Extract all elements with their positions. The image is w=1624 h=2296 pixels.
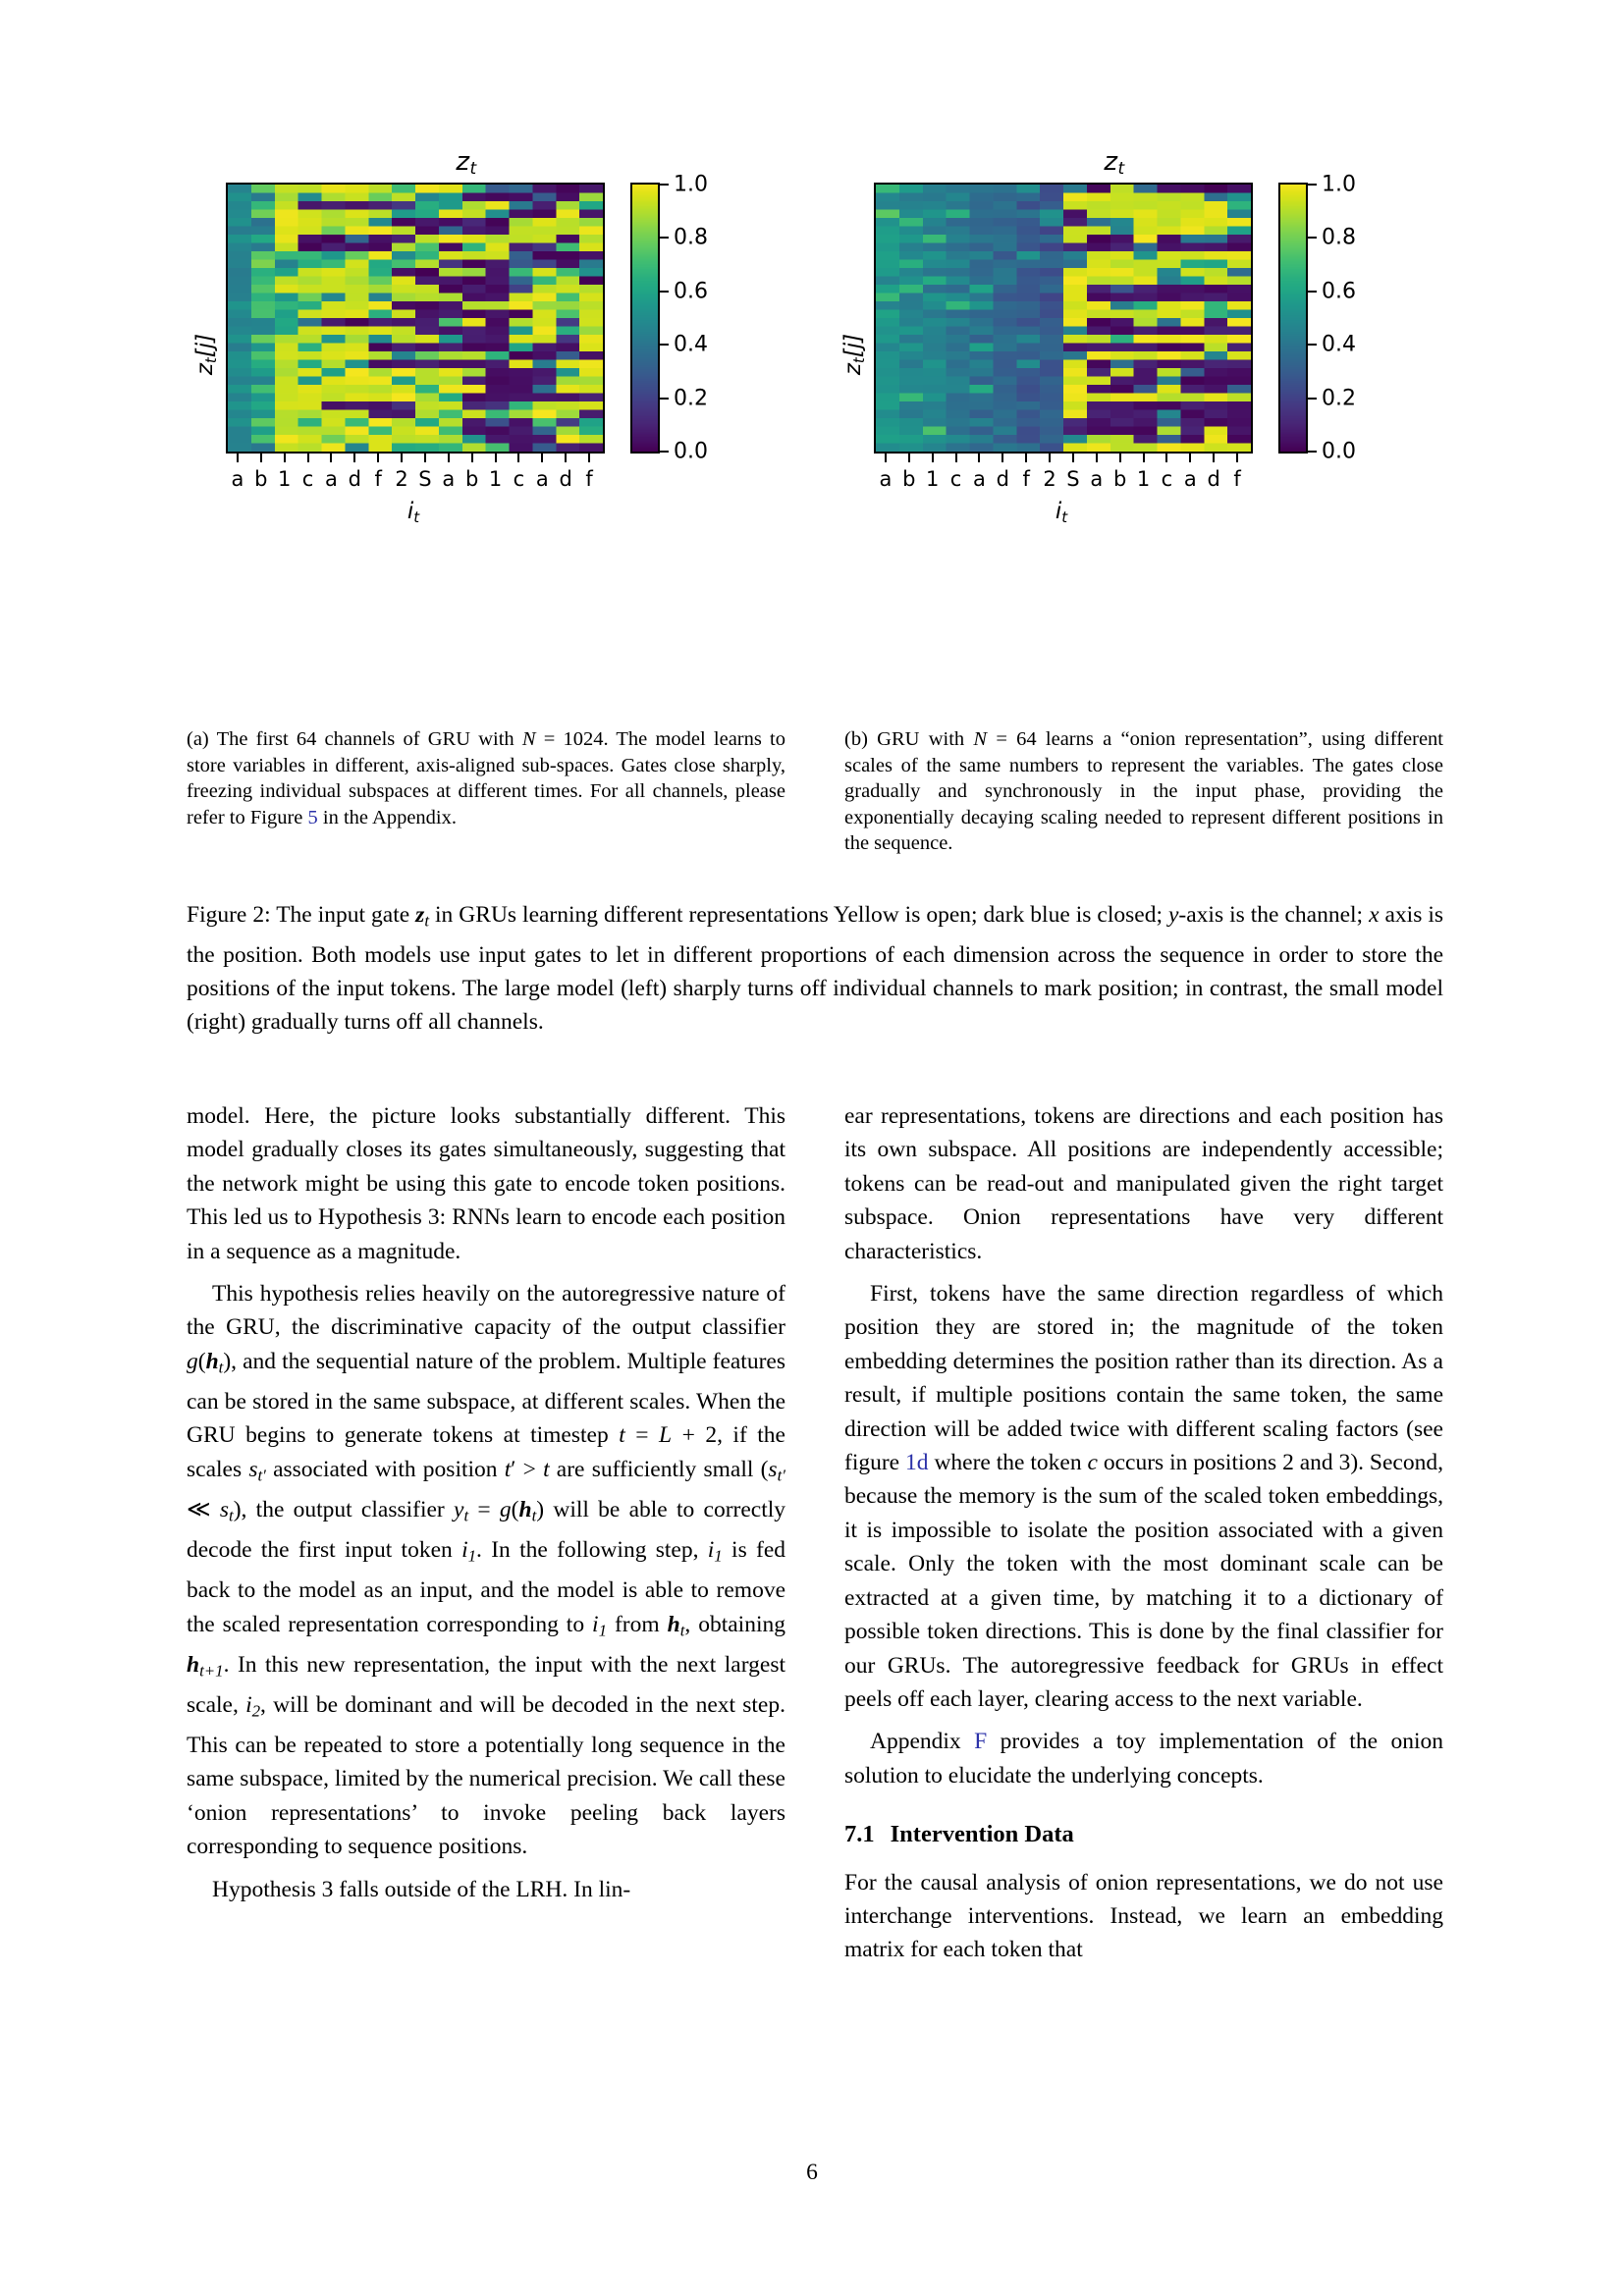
colorbar-tick: [1308, 291, 1317, 293]
x-tick: [955, 454, 957, 462]
figure-2: [187, 147, 1443, 526]
paragraph-left-3: Hypothesis 3 falls outside of the LRH. In lin-: [212, 1876, 631, 1902]
colorbar-tick-label: 0.6: [1322, 279, 1356, 304]
x-tick-label: 1: [278, 467, 292, 491]
x-tick-label: f: [1233, 467, 1241, 491]
x-tick: [1143, 454, 1145, 462]
x-tick-label: a: [1183, 467, 1197, 491]
panel-b-axes: [874, 183, 1253, 526]
colorbar-tick: [1308, 451, 1317, 453]
x-tick-label: f: [1022, 467, 1030, 491]
x-tick-label: a: [973, 467, 986, 491]
x-tick: [978, 454, 980, 462]
x-tick-label: c: [949, 467, 962, 491]
x-tick-label: b: [1113, 467, 1127, 491]
panel-a-xticklabels: [226, 467, 601, 497]
x-tick: [284, 454, 286, 462]
panel-b-heatmap: [874, 183, 1253, 454]
x-tick: [448, 454, 450, 462]
x-tick: [424, 454, 426, 462]
panel-a-colorbar: [630, 183, 660, 454]
x-tick: [517, 454, 519, 462]
panel-a-colorbar-area: [630, 172, 729, 526]
x-tick: [541, 454, 543, 462]
x-tick: [885, 454, 887, 462]
link-appendix-f[interactable]: F: [974, 1729, 988, 1755]
x-tick: [588, 454, 590, 462]
x-tick-label: S: [1066, 467, 1080, 491]
x-tick: [307, 454, 309, 462]
colorbar-tick-label: 0.8: [1322, 225, 1356, 250]
panel-a-xlabel: $i_t$: [406, 499, 420, 526]
x-tick-label: a: [1090, 467, 1104, 491]
x-tick: [1119, 454, 1121, 462]
x-tick: [565, 454, 567, 462]
panel-a-xticks: [226, 454, 601, 467]
body-columns: [187, 1099, 1443, 1967]
colorbar-tick-label: 1.0: [1322, 172, 1356, 197]
x-tick-label: a: [325, 467, 338, 491]
x-tick-label: a: [535, 467, 549, 491]
colorbar-tick: [1308, 398, 1317, 400]
panel-b-ylabel: $z_t[j]$: [840, 333, 868, 376]
colorbar-tick: [660, 237, 669, 239]
colorbar-tick-label: 0.4: [674, 332, 708, 357]
x-tick: [932, 454, 934, 462]
panel-a-colorbar-ticks: [660, 172, 729, 464]
x-tick-label: c: [513, 467, 525, 491]
link-figure-5[interactable]: 5: [307, 806, 318, 828]
figure-panel-a: [187, 147, 795, 526]
x-tick: [1189, 454, 1191, 462]
figure-caption-label: Figure 2:: [187, 902, 271, 928]
panel-b-title: $z_t$: [1104, 147, 1125, 179]
colorbar-tick: [660, 344, 669, 346]
panel-b-colorbar-ticks: [1308, 172, 1377, 464]
section-heading-7-1: [844, 1818, 1443, 1851]
x-tick-label: 1: [926, 467, 940, 491]
colorbar-tick: [1308, 184, 1317, 186]
x-tick: [1096, 454, 1098, 462]
colorbar-tick-label: 1.0: [674, 172, 708, 197]
colorbar-tick-label: 0.0: [674, 439, 708, 464]
x-tick: [237, 454, 239, 462]
x-tick: [471, 454, 473, 462]
colorbar-tick: [660, 184, 669, 186]
subcaption-a: (a) The first 64 channels of GRU with N = 1024. The model learns to store variables in different, axis-aligned sub-spaces. Gates close sharply, freezing individual subspaces at different times. For all channels, please refer to Figure 5 in the Appendix.: [187, 728, 785, 828]
x-tick-label: a: [231, 467, 244, 491]
section-number: 7.1: [844, 1821, 875, 1848]
x-tick: [1072, 454, 1074, 462]
body-column-right: [844, 1099, 1443, 1967]
x-tick-label: c: [301, 467, 314, 491]
colorbar-tick-label: 0.8: [674, 225, 708, 250]
x-tick-label: f: [585, 467, 593, 491]
paragraph-right-1: ear representations, tokens are directions and each position has its own subspace. All positions are independently accessible; tokens can be read-out and manipulated given the right target subspace. Onion representations have very different characteristics.: [844, 1103, 1443, 1264]
x-tick-label: 1: [488, 467, 503, 491]
colorbar-tick-label: 0.0: [1322, 439, 1356, 464]
section-title: Intervention Data: [890, 1821, 1074, 1848]
x-tick-label: d: [1207, 467, 1220, 491]
x-tick-label: 2: [1043, 467, 1056, 491]
colorbar-tick-label: 0.2: [1322, 386, 1356, 411]
x-tick: [495, 454, 497, 462]
x-tick-label: c: [1161, 467, 1173, 491]
colorbar-tick-label: 0.6: [674, 279, 708, 304]
x-tick: [1049, 454, 1051, 462]
figure-caption: Figure 2: The input gate $z_t$ in GRUs learning different representations Yellow is open; dark blue is closed; y-axis is the channel; x axis is the position. Both models use input gates to let in different proportions of each dimension across the sequence in order to store the positions of the input tokens. The large model (left) sharply turns off individual channels to mark position; in contrast, the small model (right) gradually turns off all channels.: [187, 902, 1444, 1035]
figure-panels: [187, 147, 1443, 526]
panel-a-heatmap: [226, 183, 605, 454]
x-tick-label: S: [418, 467, 432, 491]
panel-a-plot-row: [187, 172, 795, 526]
paragraph-left-1: model. Here, the picture looks substantially different. This model gradually closes its gates simultaneously, suggesting that the network might be using this gate to encode token positions. This led us to Hypothesis 3: RNNs learn to encode each position in a sequence as a magnitude.: [187, 1103, 785, 1264]
paragraph-right-3: Appendix F provides a toy implementation of the onion solution to elucidate the underlying concepts.: [844, 1729, 1443, 1789]
colorbar-tick: [1308, 344, 1317, 346]
x-tick: [260, 454, 262, 462]
colorbar-tick: [660, 451, 669, 453]
colorbar-tick: [660, 291, 669, 293]
body-column-left: [187, 1099, 785, 1967]
panel-a-title: $z_t$: [456, 147, 477, 179]
panel-b-plot-row: [835, 172, 1443, 526]
panel-a-ylabel: $z_t[j]$: [192, 333, 220, 376]
x-tick-label: d: [559, 467, 572, 491]
page-number: 6: [806, 2160, 818, 2185]
x-tick: [1001, 454, 1003, 462]
x-tick: [1165, 454, 1167, 462]
x-tick: [1236, 454, 1238, 462]
x-tick-label: b: [465, 467, 479, 491]
colorbar-tick-label: 0.4: [1322, 332, 1356, 357]
figure-subcaptions: [187, 726, 1443, 857]
paragraph-left-2: This hypothesis relies heavily on the autoregressive nature of the GRU, the discriminative capacity of the output classifier $g(h_t)$, and the sequential nature of the problem. Multiple features can be stored in the same subspace, at different scales. When the GRU begins to generate tokens at timestep t = L + 2, if the scales $s_{t'}$ associated with position t′ > t are sufficiently small ($s_{t'}$ ≪ $s_t$), the output classifier $y_t = g(h_t)$ will be able to correctly decode the first input token $i_1$. In the following step, $i_1$ is fed back to the model as an input, and the model is able to remove the scaled representation corresponding to $i_1$ from $h_t$, obtaining $h_{t+1}$. In this new representation, the input with the next largest scale, $i_2$, will be dominant and will be decoded in the next step. This can be repeated to store a potentially long sequence in the same subspace, limited by the numerical precision. We call these ‘onion representations’ to invoke peeling back layers corresponding to sequence positions.: [187, 1281, 786, 1860]
x-tick: [330, 454, 332, 462]
x-tick: [377, 454, 379, 462]
x-tick-label: d: [348, 467, 361, 491]
x-tick-label: b: [254, 467, 268, 491]
subcaption-b: (b) GRU with N = 64 learns a “onion representation”, using different scales of the same numbers to represent the variables. The gates close gradually and synchronously in the input phase, providing the exponentially decaying scaling needed to represent different positions in the sequence.: [844, 728, 1443, 854]
x-tick: [353, 454, 355, 462]
link-figure-1d[interactable]: 1d: [905, 1450, 929, 1476]
x-tick-label: d: [996, 467, 1009, 491]
panel-a-axes: [226, 183, 605, 526]
x-tick-label: a: [442, 467, 456, 491]
colorbar-tick: [1308, 237, 1317, 239]
paragraph-right-4: For the causal analysis of onion representations, we do not use interchange interventions. Instead, we learn an embedding matrix for each token that: [844, 1869, 1443, 1963]
x-tick: [1213, 454, 1215, 462]
panel-b-colorbar: [1278, 183, 1308, 454]
panel-b-xlabel: $i_t$: [1055, 499, 1068, 526]
x-tick: [1025, 454, 1027, 462]
x-tick-label: 1: [1136, 467, 1151, 491]
x-tick-label: a: [879, 467, 893, 491]
x-tick-label: f: [374, 467, 382, 491]
panel-b-colorbar-area: [1278, 172, 1377, 526]
x-tick: [908, 454, 910, 462]
colorbar-tick: [660, 398, 669, 400]
panel-b-xticklabels: [874, 467, 1249, 497]
figure-panel-b: [835, 147, 1443, 526]
x-tick-label: b: [902, 467, 916, 491]
colorbar-tick-label: 0.2: [674, 386, 708, 411]
panel-b-xticks: [874, 454, 1249, 467]
x-tick-label: 2: [395, 467, 408, 491]
x-tick: [401, 454, 403, 462]
paragraph-right-2: First, tokens have the same direction regardless of which position they are stored in; the magnitude of the token embedding determines the position rather than its direction. As a result, if multiple positions contain the same token, the same direction will be added twice with different scaling factors (see figure 1d where the token c occurs in positions 2 and 3). Second, because the memory is the sum of the scaled token embeddings, it is impossible to isolate the position associated with a given scale. Only the token with the most dominant scale can be extracted at a given time, by matching it to a dictionary of possible token directions. This is done by the final classifier for our GRUs. The autoregressive feedback for GRUs in effect peels off each layer, clearing access to the next variable.: [844, 1281, 1443, 1712]
